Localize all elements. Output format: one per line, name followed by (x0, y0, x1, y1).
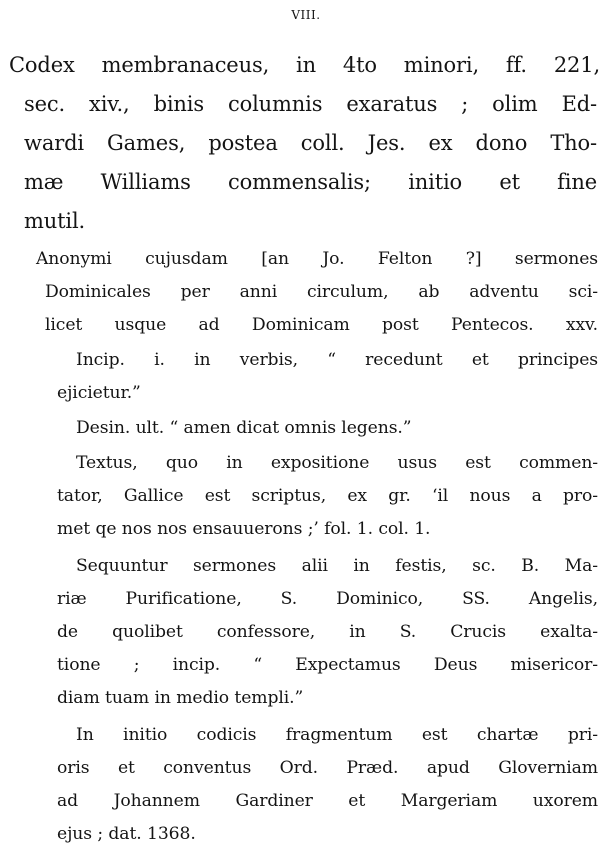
page-title: VIII. (291, 8, 321, 22)
sequuntur-line: tione ; incip. “ Expectamus Deus misericor- (57, 655, 598, 675)
description-line: mæ Williams commensalis; initio et fine (24, 170, 597, 194)
initio-line: ejus ; dat. 1368. (57, 824, 196, 844)
entry-title-line: licet usque ad Dominicam post Pentecos. xxv. (45, 315, 598, 335)
incipit-line: Incip. i. in verbis, “ recedunt et principes (76, 350, 598, 370)
description-line: Codex membranaceus, in 4to minori, ff. 221, (9, 53, 600, 77)
textus-line: met qe nos nos ensauuerons ;’ fol. 1. col. 1. (57, 519, 431, 539)
description-line: sec. xiv., binis columnis exaratus ; olim Ed- (24, 92, 597, 116)
description-line: mutil. (24, 209, 86, 233)
sequuntur-line: riæ Purificatione, S. Dominico, SS. Angelis, (57, 589, 598, 609)
sequuntur-line: Sequuntur sermones alii in festis, sc. B. Ma- (76, 556, 598, 576)
sequuntur-line: de quolibet confessore, in S. Crucis exalta- (57, 622, 598, 642)
initio-line: ad Johannem Gardiner et Margeriam uxorem (57, 791, 598, 811)
description-line: wardi Games, postea coll. Jes. ex dono Tho- (24, 131, 597, 155)
sequuntur-line: diam tuam in medio templi.” (57, 688, 304, 708)
initio-line: In initio codicis fragmentum est chartæ pri- (76, 725, 598, 745)
incipit-line: ejicietur.” (57, 383, 141, 403)
desinit-line: Desin. ult. “ amen dicat omnis legens.” (76, 418, 412, 438)
entry-title-line: Dominicales per anni circulum, ab adventu sci- (45, 282, 598, 302)
textus-line: Textus, quo in expositione usus est commen- (76, 453, 598, 473)
initio-line: oris et conventus Ord. Præd. apud Gloverniam (57, 758, 598, 778)
textus-line: tator, Gallice est scriptus, ex gr. ‘il nous a pro- (57, 486, 598, 506)
entry-title-line: Anonymi cujusdam [an Jo. Felton ?] sermones (36, 249, 598, 269)
